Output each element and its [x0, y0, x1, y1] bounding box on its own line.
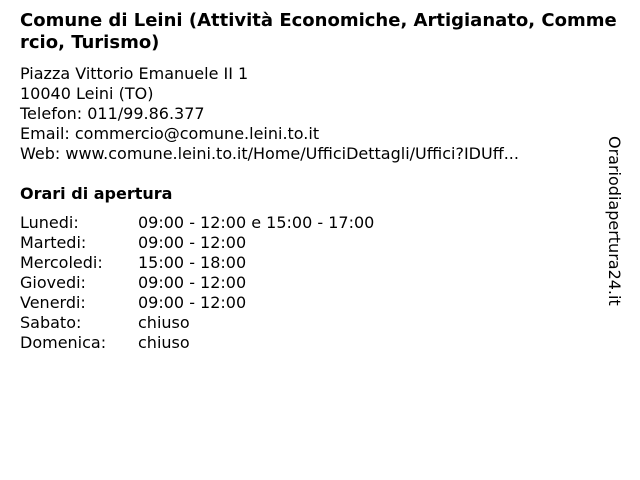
address-city: 10040 Leini (TO) [20, 84, 154, 103]
contact-info [20, 64, 519, 164]
hours-day: Martedi: [20, 233, 87, 252]
hours-row [20, 213, 374, 233]
email-link[interactable]: commercio@comune.leini.to.it [74, 124, 320, 143]
hours-day: Venerdi: [20, 293, 86, 312]
web-line [20, 144, 519, 164]
hours-row [20, 333, 374, 353]
hours-time: 09:00 - 12:00 e 15:00 - 17:00 [138, 213, 375, 232]
hours-row [20, 233, 374, 253]
hours-row [20, 273, 374, 293]
hours-row [20, 253, 374, 273]
hours-time: 09:00 - 12:00 [138, 293, 247, 312]
hours-day: Giovedi: [20, 273, 86, 292]
web-link[interactable]: www.comune.leini.to.it/Home/UfficiDettagli/Uffici?IDUff... [65, 144, 519, 163]
phone-label: Telefon: [20, 104, 83, 123]
email-line [20, 124, 519, 144]
hours-row [20, 293, 374, 313]
web-label: Web: [20, 144, 61, 163]
hours-time: 15:00 - 18:00 [138, 253, 247, 272]
hours-day: Lunedi: [20, 213, 79, 232]
hours-time: chiuso [138, 333, 190, 352]
hours-title: Orari di apertura [20, 184, 173, 203]
hours-day: Mercoledi: [20, 253, 103, 272]
hours-time: 09:00 - 12:00 [138, 233, 247, 252]
address-street: Piazza Vittorio Emanuele II 1 [20, 64, 249, 83]
hours-day: Domenica: [20, 333, 107, 352]
phone-line [20, 104, 519, 124]
phone-number[interactable]: 011/99.86.377 [87, 104, 205, 123]
opening-hours-table [20, 213, 374, 353]
hours-row [20, 313, 374, 333]
hours-time: chiuso [138, 313, 190, 332]
watermark-text: Orariodiapertura24.it [605, 136, 624, 306]
watermark [600, 136, 640, 310]
hours-day: Sabato: [20, 313, 82, 332]
hours-time: 09:00 - 12:00 [138, 273, 247, 292]
page-title: Comune di Leini (Attività Economiche, Artigianato, Commercio, Turismo) [20, 10, 617, 53]
email-label: Email: [20, 124, 70, 143]
